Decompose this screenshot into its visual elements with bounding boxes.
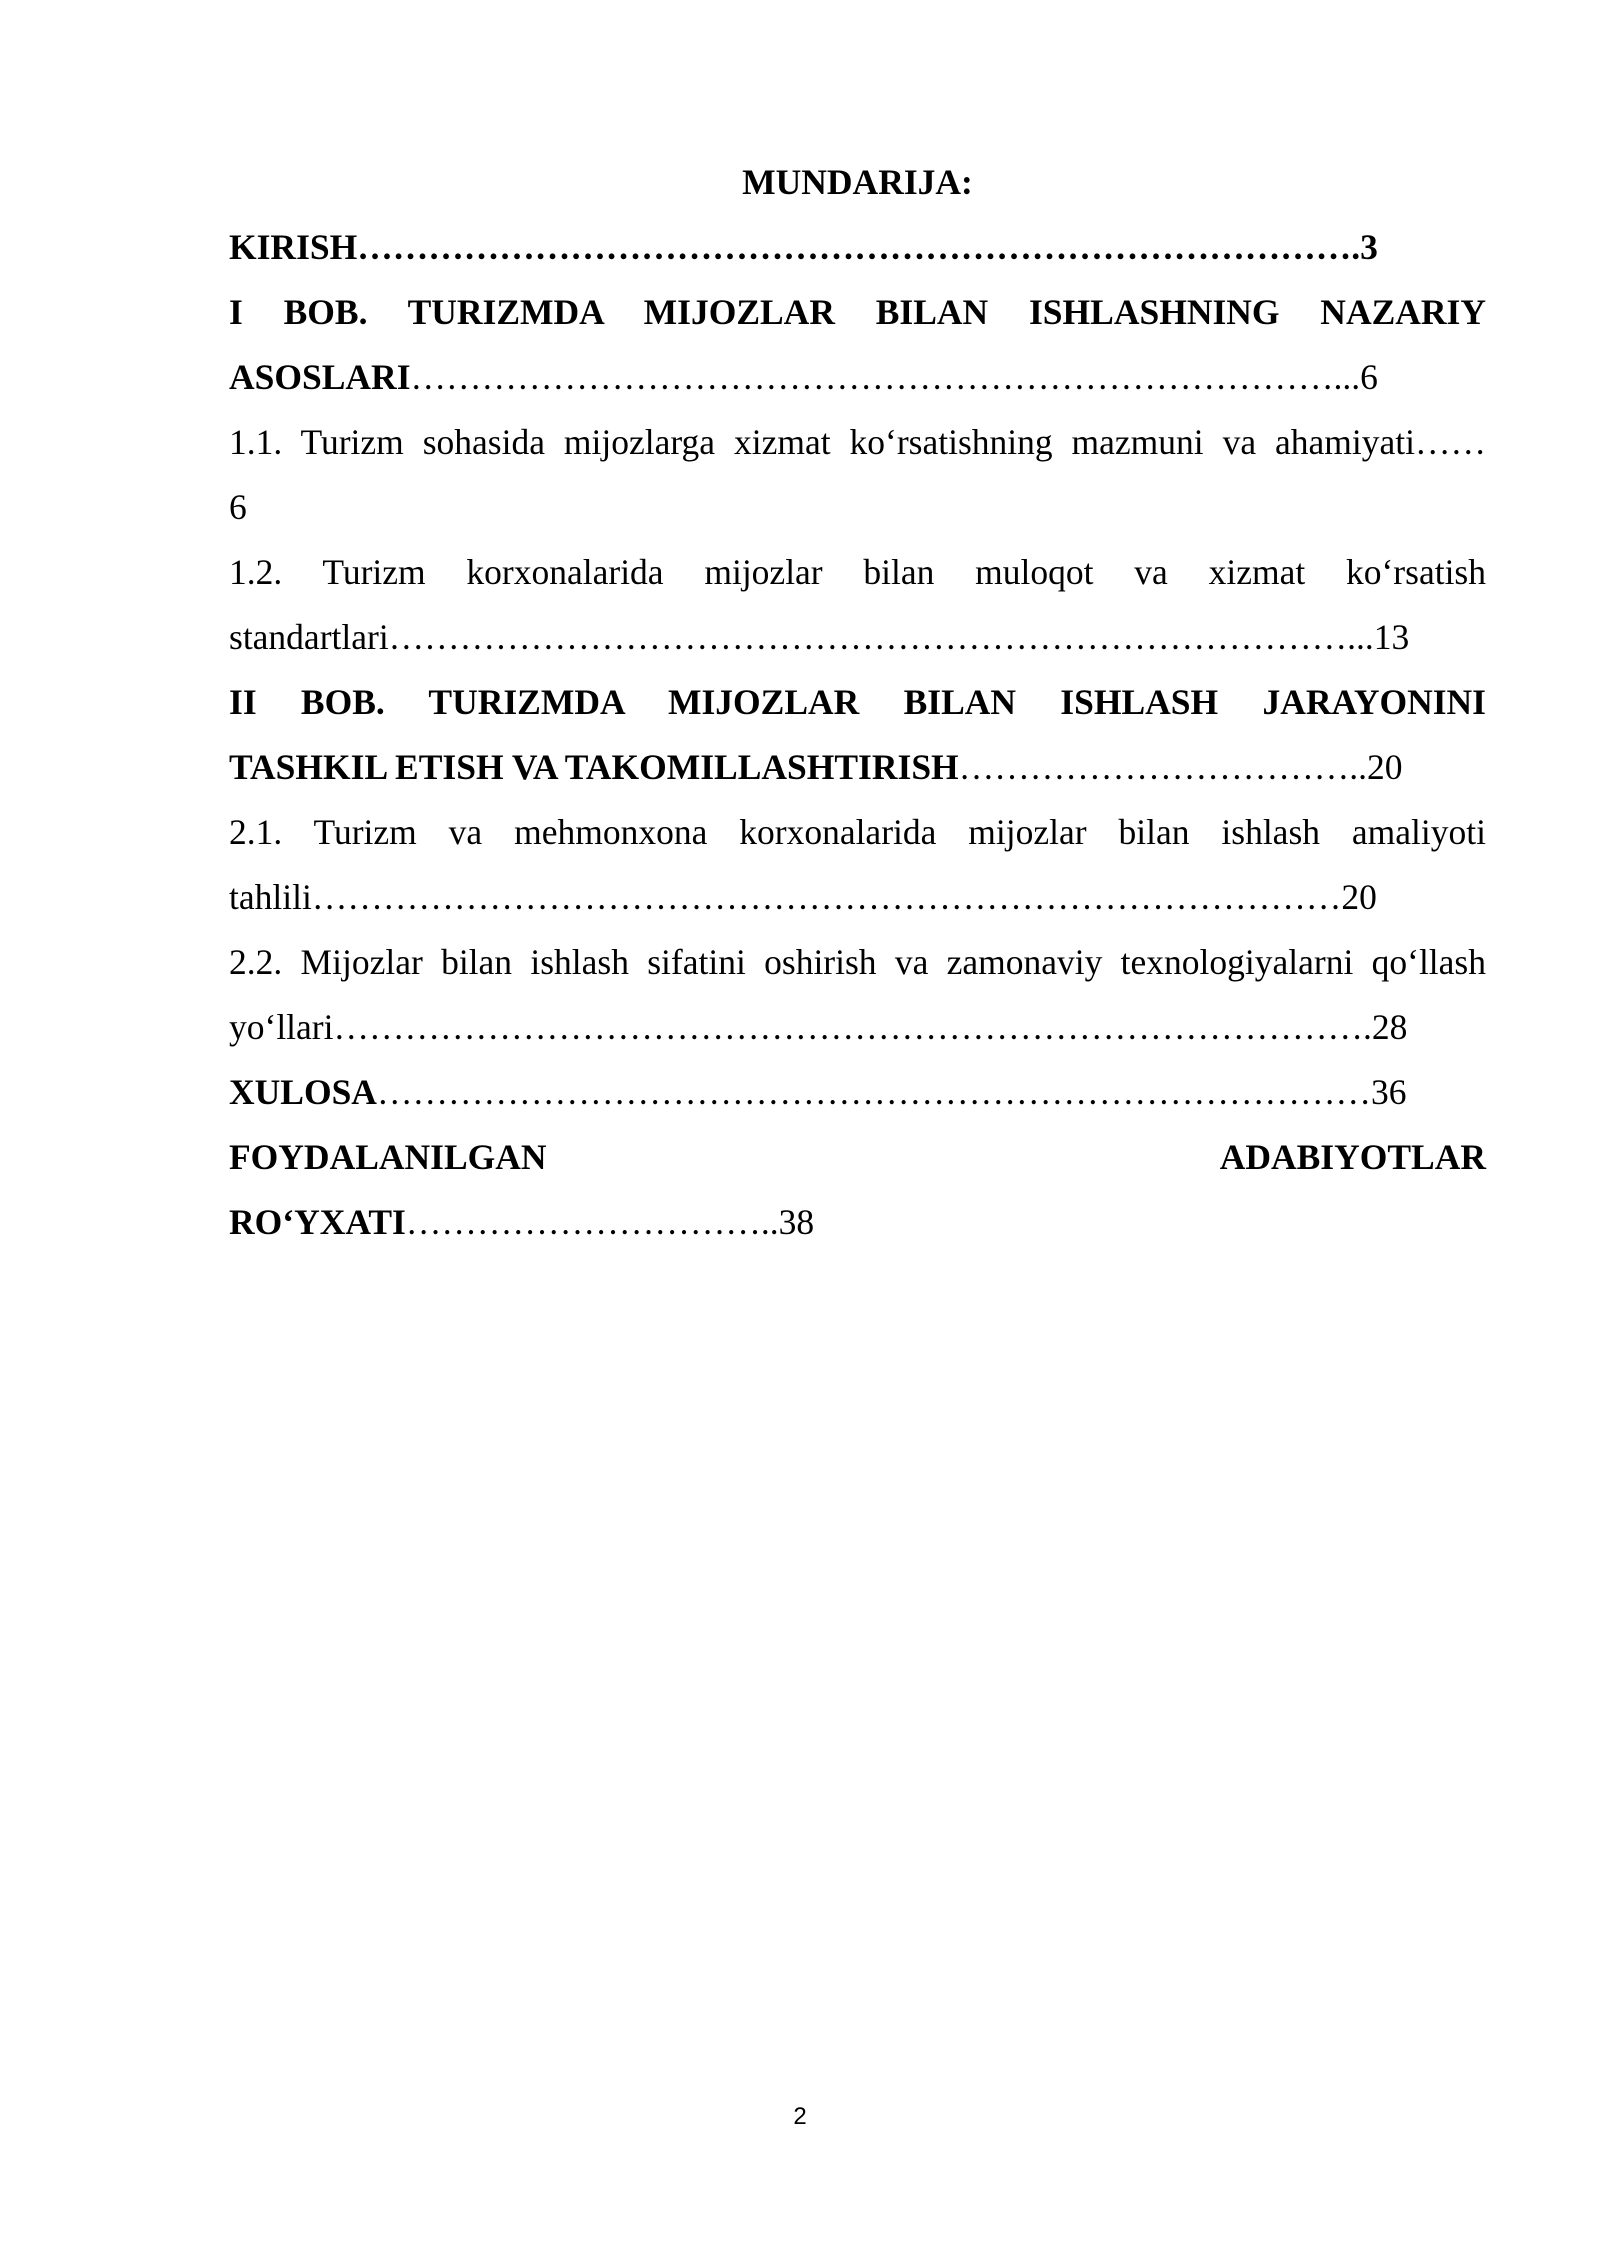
toc-entry-adabiyotlar-word1: FOYDALANILGAN <box>229 1137 547 1177</box>
toc-entry-adabiyotlar-title-end: RO‘YXATI <box>229 1202 406 1242</box>
toc-entry-adabiyotlar-dots: …………………………..38 <box>405 1202 815 1242</box>
toc-entry-1-2-line1: 1.2. Turizm korxonalarida mijozlar bilan muloqot va xizmat ko‘rsatish <box>229 552 1486 592</box>
toc-entry-xulosa-dots: …………………………………………………………………………36 <box>376 1072 1407 1112</box>
toc-entry-2-2-line2: yo‘llari…………………………………………………………………………….28 <box>229 1007 1408 1047</box>
toc-title: MUNDARIJA: <box>742 162 973 202</box>
toc-entry-bob1-line2 <box>229 345 1486 410</box>
toc-entry-bob2-line2 <box>229 735 1486 800</box>
toc-entry-bob1-dots: ……………………………………………………………………...6 <box>410 357 1378 397</box>
toc-entry-adabiyotlar-line2 <box>229 1190 1486 1255</box>
page-number: 2 <box>793 2103 807 2130</box>
toc-entry-1-1-line1: 1.1. Turizm sohasida mijozlarga xizmat ko‘rsatishning mazmuni va ahamiyati…… <box>229 422 1486 462</box>
toc-entry-xulosa <box>229 1060 1486 1125</box>
toc-entry-adabiyotlar-word2: ADABIYOTLAR <box>1219 1137 1486 1177</box>
toc-entry-1-2-line2: standartlari………………………………………………………………………...13 <box>229 617 1410 657</box>
toc-entry-bob2-line1: II BOB. TURIZMDA MIJOZLAR BILAN ISHLASH JARAYONINI <box>229 682 1486 722</box>
toc-entry-xulosa-title: XULOSA <box>229 1072 377 1112</box>
toc-entry-2-1-line2: tahlili……………………………………………………………………………20 <box>229 877 1377 917</box>
toc-entry-kirish: KIRISH………………………………………………………………………….3 <box>229 227 1378 267</box>
toc-entry-2-1-line1: 2.1. Turizm va mehmonxona korxonalarida mijozlar bilan ishlash amaliyoti <box>229 812 1486 852</box>
toc-entry-bob1-title-end: ASOSLARI <box>229 357 411 397</box>
table-of-contents <box>229 150 1486 1255</box>
toc-entry-1-1-line2: 6 <box>229 487 247 527</box>
toc-entry-bob2-dots: ……………………………..20 <box>958 747 1403 787</box>
toc-entry-adabiyotlar-line1 <box>229 1125 1486 1190</box>
toc-entry-bob2-title-end: TASHKIL ETISH VA TAKOMILLASHTIRISH <box>229 747 959 787</box>
toc-entry-bob1-line1: I BOB. TURIZMDA MIJOZLAR BILAN ISHLASHNING NAZARIY <box>229 292 1486 332</box>
toc-entry-2-2-line1: 2.2. Mijozlar bilan ishlash sifatini oshirish va zamonaviy texnologiyalarni qo‘llash <box>229 942 1486 982</box>
